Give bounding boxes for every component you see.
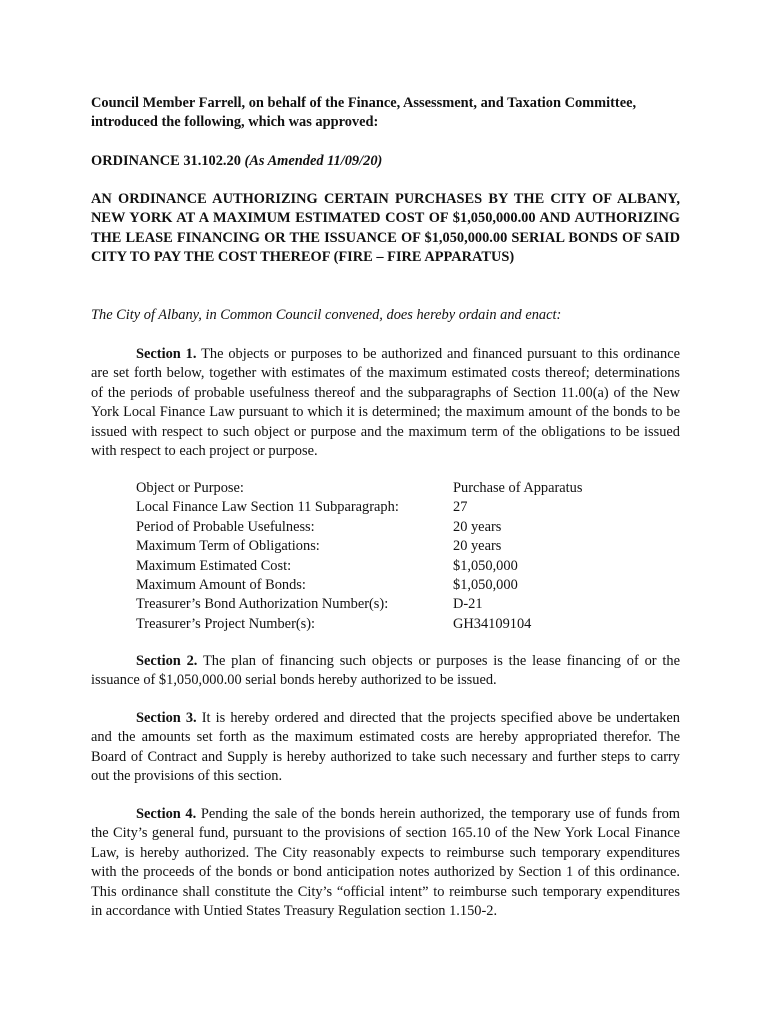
detail-value: D-21 bbox=[453, 596, 483, 613]
detail-label: Period of Probable Usefulness: bbox=[136, 518, 315, 535]
detail-row bbox=[136, 595, 616, 614]
detail-label: Maximum Term of Obligations: bbox=[136, 538, 320, 555]
intro-paragraph: Council Member Farrell, on behalf of the Finance, Assessment, and Taxation Committee, introduced the following, which was approved: bbox=[91, 95, 637, 131]
detail-row bbox=[136, 479, 616, 498]
detail-label: Local Finance Law Section 11 Subparagraph: bbox=[136, 499, 399, 516]
section-text: It is hereby ordered and directed that the projects specified above be undertaken and the amounts set forth as the maximum estimated costs are hereby appropriated therefor. The Board of Contract and Supply is hereby authorized to take such necessary and further steps to carry out the provisions of this section. bbox=[91, 710, 680, 785]
section-text: The objects or purposes to be authorized and financed pursuant to this ordinance are set forth below, together with estimates of the maximum estimated costs thereof; determinations of the periods of probable usefulness thereof and the subparagraphs of Section 11.00(a) of the New York Local Finance Law pursuant to which it is determined; the maximum amount of the bonds to be issued with respect to such object or purpose and the maximum term of the obligations to be issued with respect to each project or purpose. bbox=[91, 346, 680, 460]
detail-value: 27 bbox=[453, 499, 468, 516]
section-2 bbox=[91, 652, 680, 691]
detail-label: Maximum Estimated Cost: bbox=[136, 557, 292, 574]
ordinance-number: ORDINANCE 31.102.20 bbox=[91, 153, 241, 169]
ordinance-title: AN ORDINANCE AUTHORIZING CERTAIN PURCHASES BY THE CITY OF ALBANY, NEW YORK AT A MAXIMUM ESTIMATED COST OF $1,050,000.00 AND AUTHORIZING THE LEASE FINANCING OR THE ISSUANCE OF $1,050,000.00 SERIAL BONDS OF SAID CITY TO PAY THE COST THEREOF (FIRE – FIRE APPARATUS) bbox=[91, 191, 680, 266]
enacting-clause: The City of Albany, in Common Council convened, does hereby ordain and enact: bbox=[91, 307, 562, 323]
section-text: Pending the sale of the bonds herein authorized, the temporary use of funds from the City’s general fund, pursuant to the provisions of section 165.10 of the New York Local Finance Law, is hereby authorized. The City reasonably expects to reimburse such temporary expenditures with the proceeds of the bonds or bond anticipation notes authorized by Section 1 of this ordinance. This ordinance shall constitute the City’s “official intent” to reimburse such temporary expenditures in accordance with Untied States Treasury Regulation section 1.150-2. bbox=[91, 806, 680, 920]
detail-value: $1,050,000 bbox=[453, 576, 518, 593]
detail-row bbox=[136, 498, 616, 517]
detail-label: Treasurer’s Project Number(s): bbox=[136, 615, 316, 632]
section-label: Section 2. bbox=[136, 653, 198, 669]
section-3 bbox=[91, 709, 680, 787]
section-text: The plan of financing such objects or purposes is the lease financing of or the issuance of $1,050,000.00 serial bonds hereby authorized to be issued. bbox=[91, 653, 680, 689]
detail-label: Object or Purpose: bbox=[136, 480, 244, 496]
project-details-table bbox=[136, 479, 616, 634]
ordinance-heading bbox=[91, 152, 680, 171]
section-label: Section 4. bbox=[136, 806, 197, 822]
ordinance-amended: (As Amended 11/09/20) bbox=[244, 153, 383, 169]
detail-row bbox=[136, 576, 616, 595]
detail-value: 20 years bbox=[453, 538, 502, 555]
detail-label: Maximum Amount of Bonds: bbox=[136, 576, 306, 593]
section-label: Section 1. bbox=[136, 346, 197, 362]
detail-label: Treasurer’s Bond Authorization Number(s): bbox=[136, 596, 389, 613]
section-1 bbox=[91, 345, 680, 461]
detail-row bbox=[136, 615, 616, 634]
detail-value: Purchase of Apparatus bbox=[453, 480, 583, 496]
detail-row bbox=[136, 518, 616, 537]
section-label: Section 3. bbox=[136, 710, 197, 726]
detail-value: 20 years bbox=[453, 518, 502, 535]
detail-value: GH34109104 bbox=[453, 615, 532, 632]
section-4 bbox=[91, 805, 680, 921]
detail-row bbox=[136, 537, 616, 556]
detail-value: $1,050,000 bbox=[453, 557, 518, 574]
detail-row bbox=[136, 557, 616, 576]
